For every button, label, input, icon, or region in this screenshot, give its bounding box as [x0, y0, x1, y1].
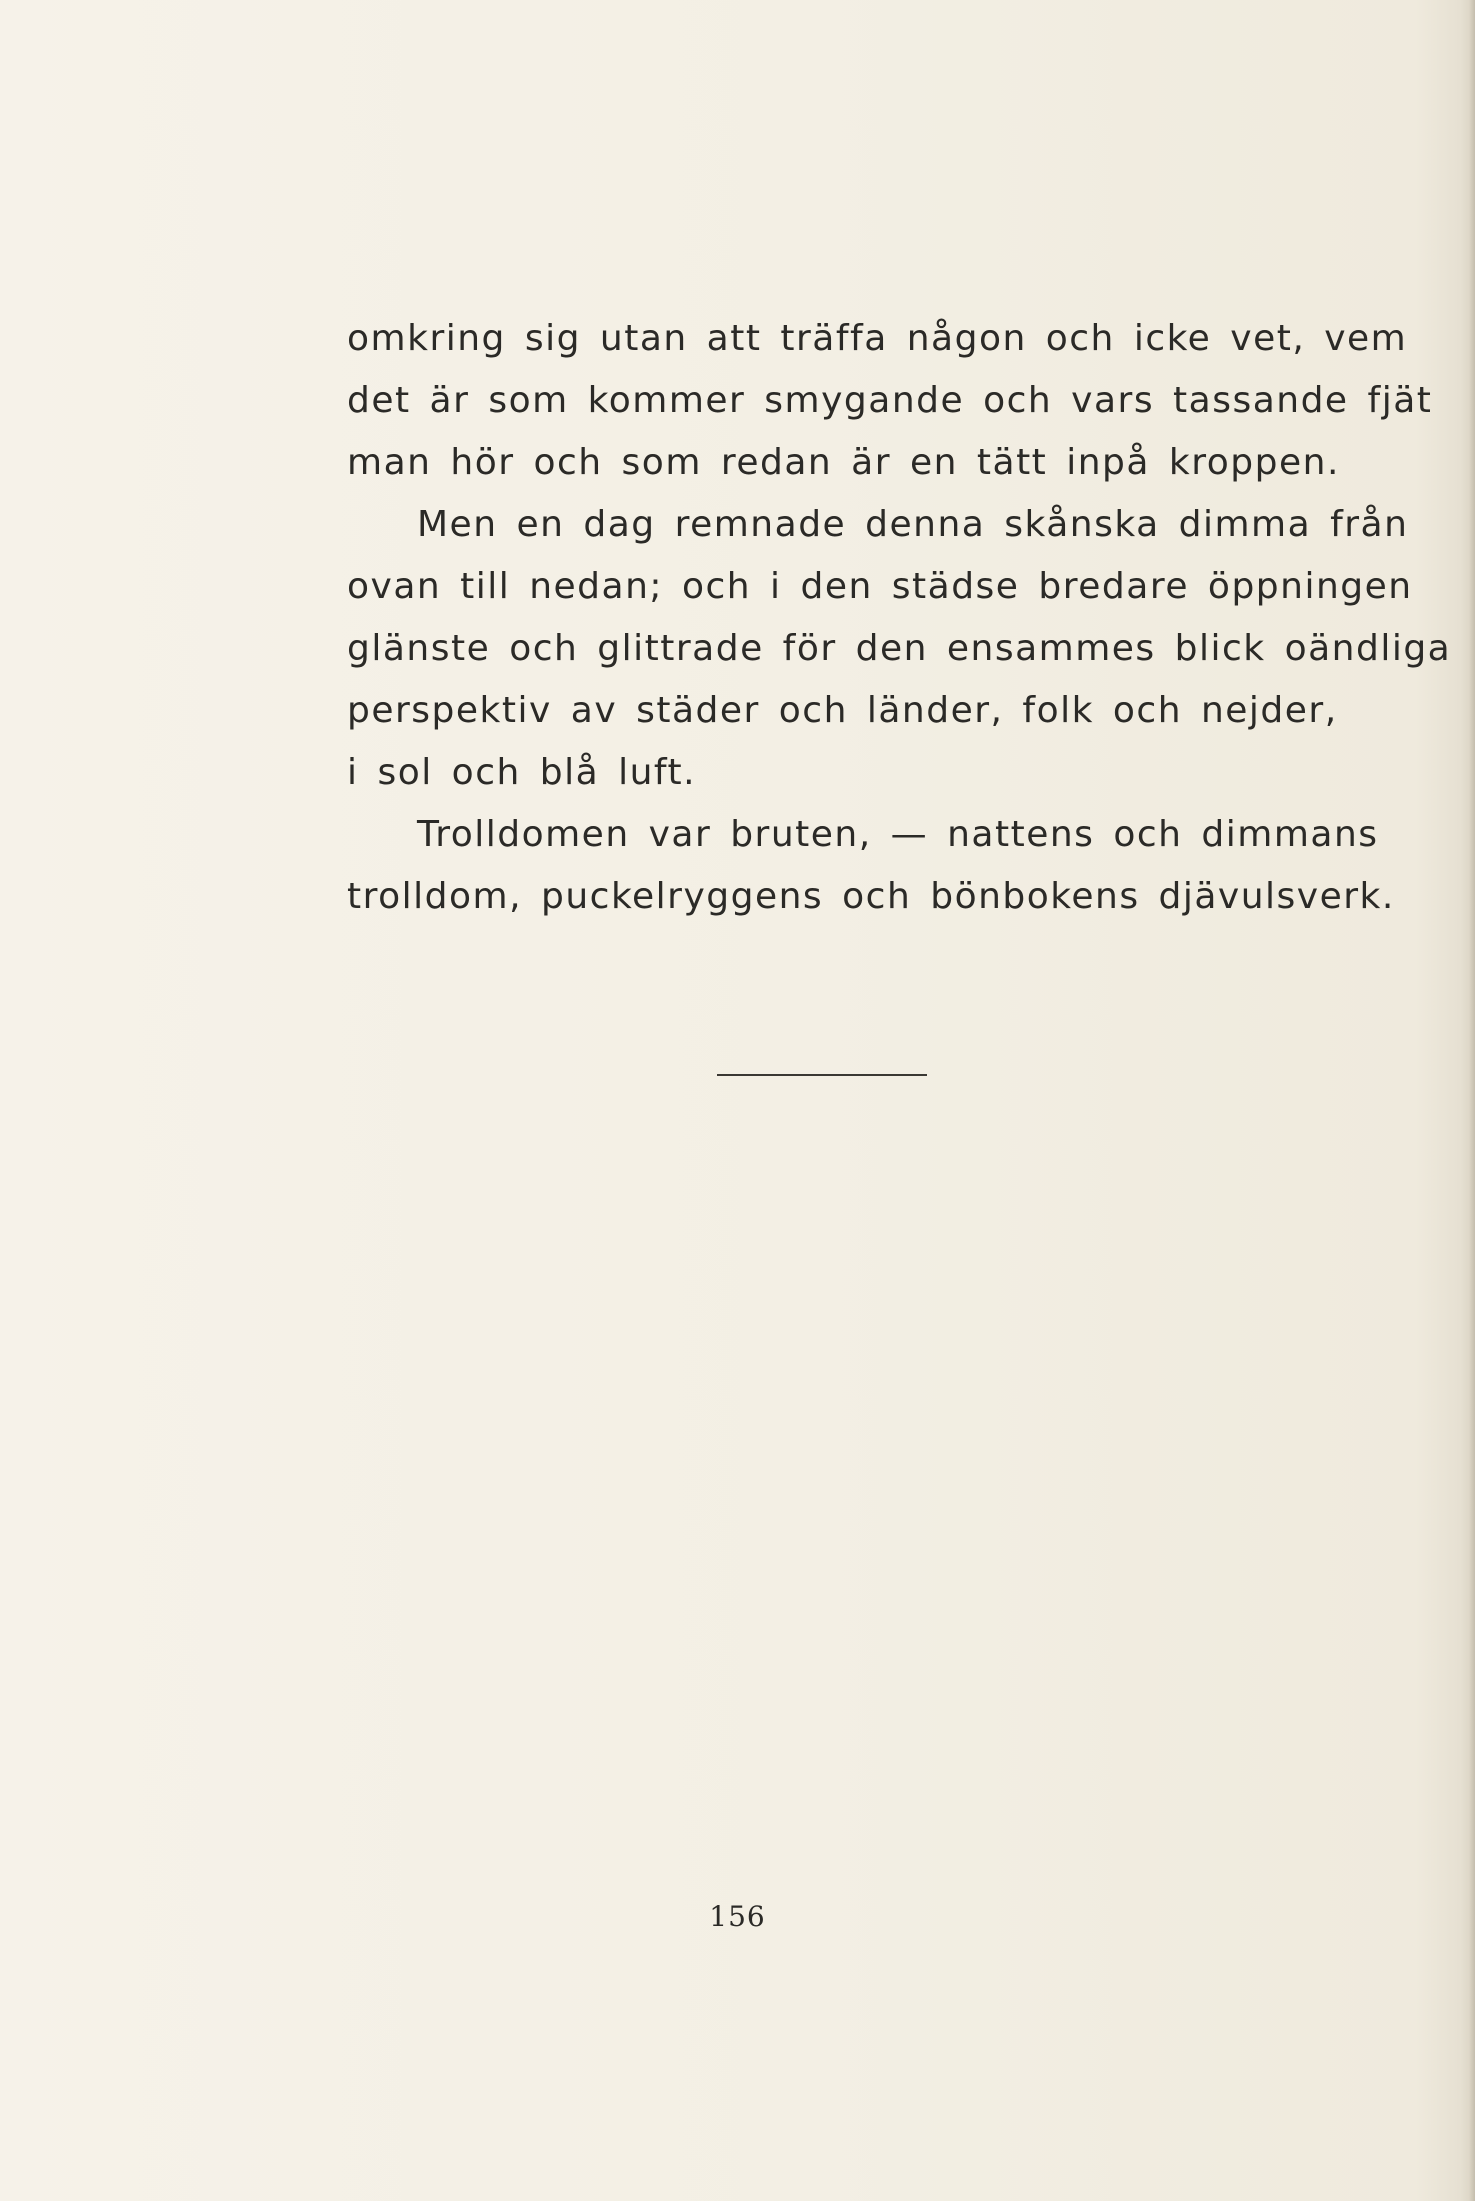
text-line: man hör och som redan är en tätt inpå kroppen. [347, 442, 1340, 483]
text-line: i sol och blå luft. [347, 752, 697, 793]
text-line: Trolldomen var bruten, — nattens och dimmans [417, 814, 1379, 855]
body-text [347, 308, 1452, 928]
text-line: glänste och glittrade för den ensammes blick oändliga [347, 628, 1452, 669]
text-line: perspektiv av städer och länder, folk och nejder, [347, 690, 1338, 731]
section-divider [717, 1074, 927, 1076]
text-line: ovan till nedan; och i den städse bredare öppningen [347, 566, 1413, 607]
text-line: trolldom, puckelryggens och bönbokens djävulsverk. [347, 876, 1395, 917]
page-number: 156 [709, 1900, 766, 1933]
text-line: omkring sig utan att träffa någon och icke vet, vem [347, 318, 1408, 359]
text-line: Men en dag remnade denna skånska dimma från [417, 504, 1409, 545]
text-line: det är som kommer smygande och vars tassande fjät [347, 380, 1433, 421]
page-edge-shadow [1469, 0, 1475, 2201]
